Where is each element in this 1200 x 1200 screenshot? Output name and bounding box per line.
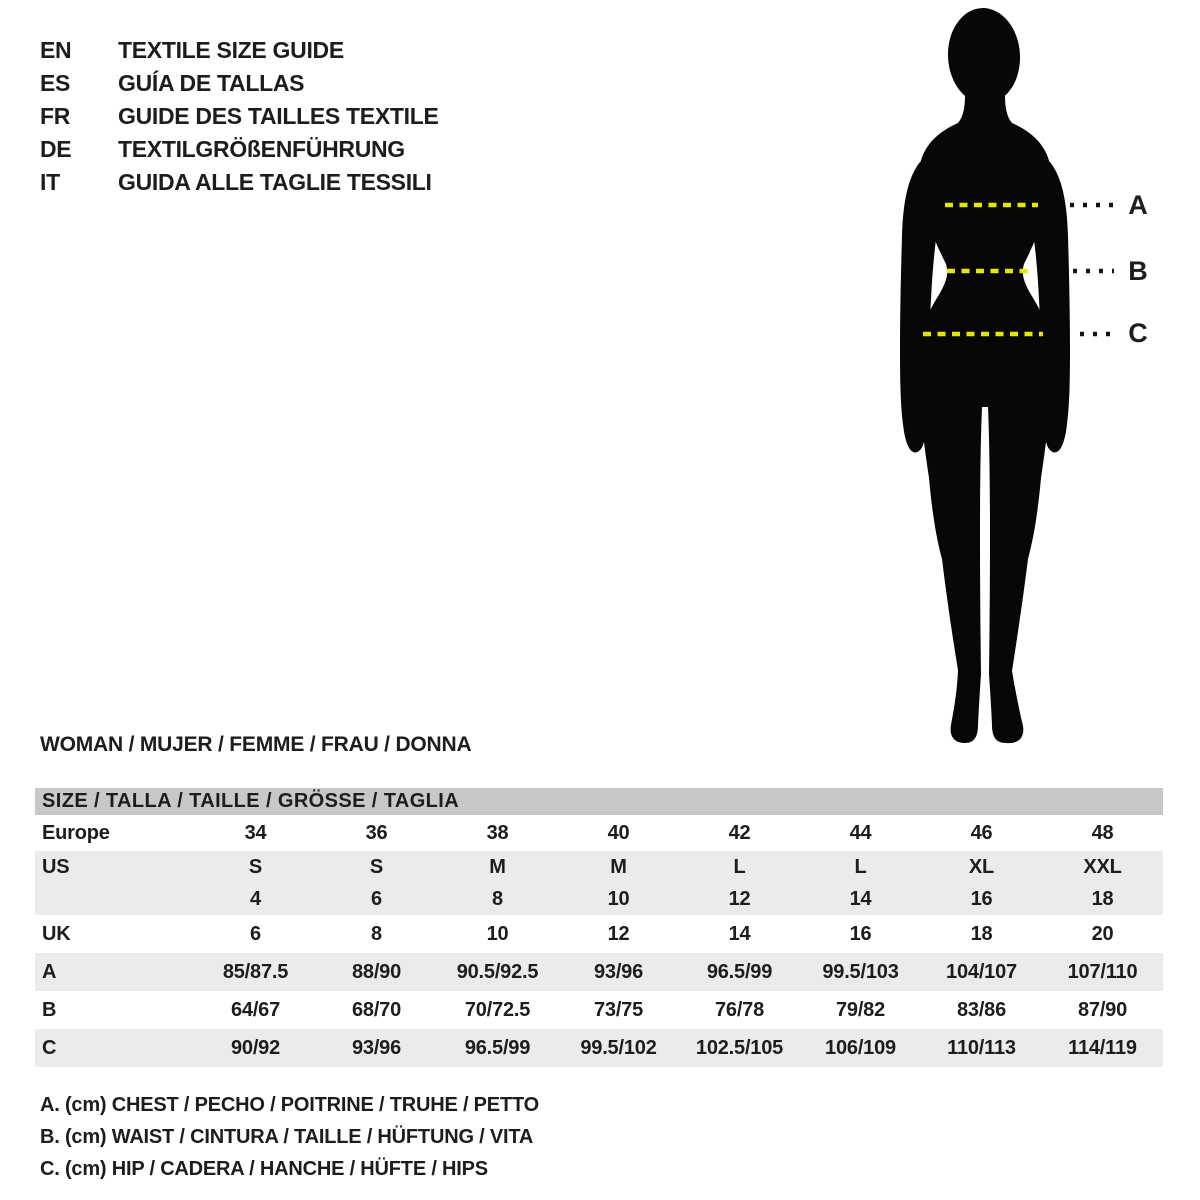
table-cell: XL: [968, 855, 995, 878]
table-cell: 40: [607, 821, 630, 844]
table-cell: 48: [1091, 821, 1114, 844]
table-cell: 18: [970, 922, 993, 945]
legend-line-a: A. (cm) CHEST / PECHO / POITRINE / TRUHE / PETTO: [40, 1094, 539, 1116]
section-title-woman: WOMAN / MUJER / FEMME / FRAU / DONNA: [40, 733, 472, 756]
table-cell: 18: [1091, 887, 1114, 910]
table-cell: 6: [371, 887, 382, 910]
table-cell: 90.5/92.5: [456, 960, 539, 983]
measure-label-c: C: [1128, 318, 1148, 348]
table-cell: 102.5/105: [695, 1036, 784, 1059]
language-row-de: [40, 133, 439, 166]
table-cell: L: [733, 855, 746, 878]
table-row-uk: [35, 915, 1163, 953]
table-row-line: [35, 1029, 1163, 1067]
table-cell: 93/96: [593, 960, 644, 983]
table-cell: 20: [1091, 922, 1114, 945]
table-cell: 85/87.5: [222, 960, 289, 983]
table-cell: 73/75: [593, 998, 644, 1021]
table-cell: 38: [486, 821, 509, 844]
table-cell: 87/90: [1077, 998, 1128, 1021]
measure-label-b: B: [1128, 256, 1148, 286]
table-cell: L: [854, 855, 867, 878]
table-cell: 90/92: [230, 1036, 281, 1059]
language-code: ES: [40, 70, 71, 96]
row-label: US: [42, 855, 70, 878]
row-label: Europe: [42, 821, 110, 844]
language-code: DE: [40, 136, 72, 162]
table-cell: 16: [970, 887, 993, 910]
table-cell: M: [489, 855, 506, 878]
table-cell: 106/109: [825, 1036, 896, 1059]
table-row-line: [35, 815, 1163, 851]
table-row-line: [35, 953, 1163, 991]
table-row-a: [35, 953, 1163, 991]
table-row-europe: [35, 815, 1163, 851]
table-cell: 114/119: [1068, 1036, 1137, 1059]
size-table-rows: [35, 815, 1163, 1067]
guide-title: TEXTILE SIZE GUIDE: [118, 37, 344, 63]
language-row-es: [40, 67, 439, 100]
language-row-it: [40, 166, 439, 199]
table-cell: 107/110: [1067, 960, 1138, 983]
table-cell: 14: [849, 887, 872, 910]
table-cell: 46: [970, 821, 993, 844]
table-cell: 68/70: [351, 998, 402, 1021]
guide-title: GUIDE DES TAILLES TEXTILE: [118, 103, 439, 129]
table-cell: 4: [250, 887, 261, 910]
table-cell: 96.5/99: [464, 1036, 531, 1059]
table-cell: 83/86: [956, 998, 1007, 1021]
size-table-header: SIZE / TALLA / TAILLE / GRÖSSE / TAGLIA: [35, 788, 1163, 815]
row-label: B: [42, 998, 57, 1021]
measure-label-a: A: [1128, 190, 1148, 220]
table-cell: 34: [244, 821, 267, 844]
table-cell: 99.5/102: [580, 1036, 657, 1059]
language-code: EN: [40, 37, 72, 63]
table-cell: 10: [607, 887, 630, 910]
language-row-fr: [40, 100, 439, 133]
table-cell: 88/90: [351, 960, 402, 983]
table-cell: 12: [728, 887, 751, 910]
table-cell: 110/113: [947, 1036, 1016, 1059]
table-cell: 104/107: [946, 960, 1017, 983]
table-cell: 8: [371, 922, 382, 945]
table-cell: 14: [728, 922, 751, 945]
table-cell: 8: [492, 887, 503, 910]
table-row-line: [35, 851, 1163, 883]
table-row-line: [35, 991, 1163, 1029]
table-cell: 96.5/99: [706, 960, 773, 983]
table-cell: 93/96: [351, 1036, 402, 1059]
guide-title: GUIDA ALLE TAGLIE TESSILI: [118, 169, 432, 195]
table-cell: 6: [250, 922, 261, 945]
legend-line-c: C. (cm) HIP / CADERA / HANCHE / HÜFTE / HIPS: [40, 1158, 488, 1180]
table-cell: XXL: [1083, 855, 1122, 878]
row-label: UK: [42, 922, 71, 945]
table-row-us: [35, 851, 1163, 915]
body-measurement-figure: [850, 0, 1200, 760]
silhouette-head: [946, 6, 1023, 106]
table-cell: 42: [728, 821, 751, 844]
language-code: IT: [40, 169, 60, 195]
table-row-b: [35, 991, 1163, 1029]
row-label: C: [42, 1036, 57, 1059]
language-code: FR: [40, 103, 71, 129]
table-cell: 36: [365, 821, 388, 844]
guide-title: GUÍA DE TALLAS: [118, 70, 305, 96]
table-cell: 79/82: [835, 998, 886, 1021]
table-cell: S: [248, 855, 263, 878]
language-title-list: [40, 34, 439, 199]
table-row-c: [35, 1029, 1163, 1067]
table-cell: 70/72.5: [464, 998, 531, 1021]
table-cell: 99.5/103: [822, 960, 899, 983]
table-cell: 12: [607, 922, 630, 945]
table-cell: 64/67: [230, 998, 281, 1021]
table-row-line: [35, 915, 1163, 953]
table-cell: 44: [849, 821, 872, 844]
language-row-en: [40, 34, 439, 67]
table-cell: M: [610, 855, 627, 878]
table-row-line: [35, 883, 1163, 915]
table-cell: 10: [486, 922, 509, 945]
table-cell: S: [369, 855, 384, 878]
legend-line-b: B. (cm) WAIST / CINTURA / TAILLE / HÜFTUNG / VITA: [40, 1126, 534, 1148]
table-cell: 76/78: [714, 998, 765, 1021]
size-table: [35, 788, 1163, 1067]
measurement-legend: [40, 1089, 539, 1185]
row-label: A: [42, 960, 57, 983]
table-cell: 16: [849, 922, 872, 945]
guide-title: TEXTILGRÖßENFÜHRUNG: [118, 136, 405, 162]
woman-silhouette-figure: [850, 0, 1200, 760]
